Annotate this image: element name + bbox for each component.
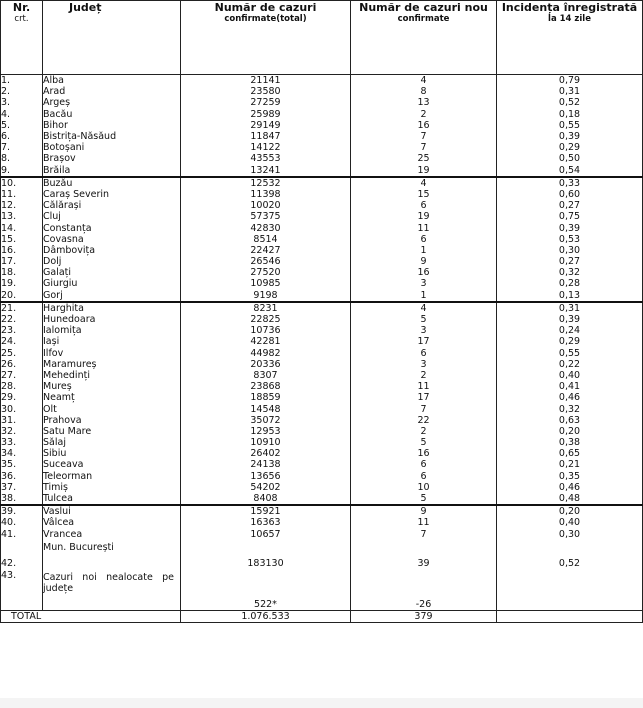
total-cases: 10910 (181, 437, 351, 448)
row-number: 22. (1, 314, 43, 325)
row-number: 10. (1, 177, 43, 189)
total-cases: 16363 (181, 517, 351, 528)
table-row (1, 517, 643, 528)
county-name: Teleorman (43, 471, 181, 482)
header-total-cases: Număr de cazuri confirmate(total) (181, 1, 351, 75)
county-name: Maramureș (43, 359, 181, 370)
table-row (1, 75, 643, 87)
table-row (1, 177, 643, 189)
county-name: Olt (43, 403, 181, 414)
new-cases: 16 (351, 120, 497, 131)
county-name: Arad (43, 86, 181, 97)
table-row (1, 529, 643, 540)
new-cases-sum: 379 (351, 610, 497, 622)
new-cases: 7 (351, 131, 497, 142)
new-cases: 5 (351, 493, 497, 505)
total-cases: 10736 (181, 325, 351, 336)
county-name: Giurgiu (43, 278, 181, 289)
new-cases: 3 (351, 325, 497, 336)
row-number: 8. (1, 153, 43, 164)
total-cases: 13241 (181, 165, 351, 177)
row-number: 34. (1, 448, 43, 459)
new-cases: 5 (351, 314, 497, 325)
table-row (1, 86, 643, 97)
county-name: Botoșani (43, 142, 181, 153)
county-name: Bihor (43, 120, 181, 131)
row-number: 35. (1, 459, 43, 470)
new-cases: 1 (351, 290, 497, 302)
total-cases: 10020 (181, 200, 351, 211)
table-row (1, 392, 643, 403)
row-number: 37. (1, 482, 43, 493)
new-cases: 16 (351, 448, 497, 459)
row-number: 17. (1, 256, 43, 267)
total-cases: 8231 (181, 302, 351, 314)
header-row (1, 1, 643, 75)
table-row (1, 314, 643, 325)
county-name: Prahova (43, 415, 181, 426)
total-cases: 11847 (181, 131, 351, 142)
new-cases: 5 (351, 437, 497, 448)
row-number: 11. (1, 189, 43, 200)
new-cases: -26 (351, 569, 497, 611)
total-cases: 22825 (181, 314, 351, 325)
incidence-14-days: 0,39 (497, 314, 643, 325)
county-name: Sibiu (43, 448, 181, 459)
incidence-14-days: 0,39 (497, 222, 643, 233)
incidence-14-days: 0,18 (497, 109, 643, 120)
county-name: Ilfov (43, 348, 181, 359)
county-name: Vâlcea (43, 517, 181, 528)
header-incidence: Incidența înregistrată la 14 zile (497, 1, 643, 75)
total-cases: 20336 (181, 359, 351, 370)
new-cases: 19 (351, 211, 497, 222)
row-number: 40. (1, 517, 43, 528)
table-row (1, 482, 643, 493)
table-row (1, 540, 643, 569)
county-name: Tulcea (43, 493, 181, 505)
table-row (1, 448, 643, 459)
county-name: Satu Mare (43, 426, 181, 437)
new-cases: 19 (351, 165, 497, 177)
total-cases: 18859 (181, 392, 351, 403)
header-new-cases: Număr de cazuri nou confirmate (351, 1, 497, 75)
total-cases: 44982 (181, 348, 351, 359)
incidence-14-days: 0,46 (497, 482, 643, 493)
incidence-14-days: 0,50 (497, 153, 643, 164)
county-name: Gorj (43, 290, 181, 302)
table-row (1, 348, 643, 359)
total-cases: 42281 (181, 336, 351, 347)
table-row (1, 290, 643, 302)
incidence-14-days: 0,54 (497, 165, 643, 177)
total-cases: 8307 (181, 370, 351, 381)
table-row (1, 426, 643, 437)
row-number: 25. (1, 348, 43, 359)
total-cases: 22427 (181, 245, 351, 256)
total-cases: 15921 (181, 505, 351, 517)
new-cases: 11 (351, 222, 497, 233)
row-number: 18. (1, 267, 43, 278)
total-cases: 8408 (181, 493, 351, 505)
incidence-14-days: 0,20 (497, 505, 643, 517)
total-cases: 21141 (181, 75, 351, 87)
table-row (1, 336, 643, 347)
row-number: 4. (1, 109, 43, 120)
row-number: 26. (1, 359, 43, 370)
incidence-14-days: 0,30 (497, 245, 643, 256)
new-cases: 3 (351, 359, 497, 370)
incidence-14-days: 0,65 (497, 448, 643, 459)
row-number: 13. (1, 211, 43, 222)
incidence-14-days: 0,32 (497, 403, 643, 414)
total-cases: 35072 (181, 415, 351, 426)
county-name: Suceava (43, 459, 181, 470)
total-cases: 27259 (181, 97, 351, 108)
header-county: Județ (43, 1, 181, 75)
table-row (1, 493, 643, 505)
total-label: TOTAL (1, 610, 43, 622)
row-number: 29. (1, 392, 43, 403)
new-cases: 22 (351, 415, 497, 426)
total-cases: 8514 (181, 234, 351, 245)
row-number: 39. (1, 505, 43, 517)
row-number: 21. (1, 302, 43, 314)
total-cases: 14548 (181, 403, 351, 414)
new-cases: 4 (351, 177, 497, 189)
county-name: Neamț (43, 392, 181, 403)
incidence-14-days: 0,31 (497, 86, 643, 97)
incidence-14-days: 0,38 (497, 437, 643, 448)
new-cases: 16 (351, 267, 497, 278)
row-number: 16. (1, 245, 43, 256)
new-cases: 6 (351, 348, 497, 359)
incidence-14-days: 0,33 (497, 177, 643, 189)
row-number: 38. (1, 493, 43, 505)
row-number: 3. (1, 97, 43, 108)
total-cases: 26402 (181, 448, 351, 459)
incidence-14-days: 0,63 (497, 415, 643, 426)
incidence-14-days: 0,31 (497, 302, 643, 314)
table-row (1, 131, 643, 142)
incidence-14-days: 0,27 (497, 256, 643, 267)
table-row (1, 403, 643, 414)
new-cases: 7 (351, 142, 497, 153)
row-number: 27. (1, 370, 43, 381)
county-name: Sălaj (43, 437, 181, 448)
table-row (1, 142, 643, 153)
incidence-14-days: 0,35 (497, 471, 643, 482)
row-number: 30. (1, 403, 43, 414)
total-cases-sum: 1.076.533 (181, 610, 351, 622)
table-row (1, 153, 643, 164)
new-cases: 7 (351, 529, 497, 540)
row-number: 1. (1, 75, 43, 87)
total-cases: 10657 (181, 529, 351, 540)
row-number: 23. (1, 325, 43, 336)
total-cases: 13656 (181, 471, 351, 482)
incidence-14-days: 0,22 (497, 359, 643, 370)
county-name: Galați (43, 267, 181, 278)
table-row (1, 120, 643, 131)
new-cases: 15 (351, 189, 497, 200)
incidence-14-days: 0,75 (497, 211, 643, 222)
new-cases: 11 (351, 381, 497, 392)
county-name: Mureș (43, 381, 181, 392)
county-name: Dâmbovița (43, 245, 181, 256)
new-cases: 25 (351, 153, 497, 164)
row-number: 42. (1, 540, 43, 569)
table-row (1, 359, 643, 370)
new-cases: 7 (351, 403, 497, 414)
incidence-sum-blank (497, 610, 643, 622)
table-row (1, 97, 643, 108)
new-cases: 10 (351, 482, 497, 493)
table-row (1, 381, 643, 392)
total-cases: 29149 (181, 120, 351, 131)
new-cases: 3 (351, 278, 497, 289)
row-number: 14. (1, 222, 43, 233)
table-row (1, 234, 643, 245)
table-row (1, 437, 643, 448)
total-cases: 522* (181, 569, 351, 611)
incidence-14-days: 0,13 (497, 290, 643, 302)
row-number: 15. (1, 234, 43, 245)
new-cases: 6 (351, 471, 497, 482)
row-number: 31. (1, 415, 43, 426)
table-row (1, 415, 643, 426)
row-number: 43. (1, 569, 43, 611)
county-name: Dolj (43, 256, 181, 267)
incidence-14-days: 0,24 (497, 325, 643, 336)
new-cases: 9 (351, 505, 497, 517)
table-row (1, 505, 643, 517)
incidence-14-days: 0,30 (497, 529, 643, 540)
total-cases: 42830 (181, 222, 351, 233)
row-number: 24. (1, 336, 43, 347)
incidence-14-days: 0,46 (497, 392, 643, 403)
county-name: Bacău (43, 109, 181, 120)
county-name: Caraș Severin (43, 189, 181, 200)
county-name: Călărași (43, 200, 181, 211)
incidence-14-days: 0,55 (497, 348, 643, 359)
new-cases: 17 (351, 392, 497, 403)
new-cases: 11 (351, 517, 497, 528)
unallocated-row (1, 569, 643, 611)
row-number: 9. (1, 165, 43, 177)
county-name: Vaslui (43, 505, 181, 517)
table-row (1, 109, 643, 120)
total-cases: 10985 (181, 278, 351, 289)
row-number: 7. (1, 142, 43, 153)
county-name: Brăila (43, 165, 181, 177)
new-cases: 8 (351, 86, 497, 97)
county-name: Bistrița-Năsăud (43, 131, 181, 142)
new-cases: 4 (351, 75, 497, 87)
county-name: Constanța (43, 222, 181, 233)
county-name: Hunedoara (43, 314, 181, 325)
county-name: Vrancea (43, 529, 181, 540)
new-cases: 2 (351, 370, 497, 381)
row-number: 32. (1, 426, 43, 437)
incidence-14-days: 0,28 (497, 278, 643, 289)
county-name: Brașov (43, 153, 181, 164)
table-row (1, 222, 643, 233)
total-cases: 9198 (181, 290, 351, 302)
new-cases: 9 (351, 256, 497, 267)
total-cases: 14122 (181, 142, 351, 153)
new-cases: 2 (351, 426, 497, 437)
incidence-14-days (497, 569, 643, 611)
row-number: 5. (1, 120, 43, 131)
incidence-14-days: 0,32 (497, 267, 643, 278)
incidence-14-days: 0,27 (497, 200, 643, 211)
county-name: Mun. București (43, 540, 181, 569)
incidence-14-days: 0,52 (497, 97, 643, 108)
row-number: 2. (1, 86, 43, 97)
new-cases: 6 (351, 459, 497, 470)
new-cases: 17 (351, 336, 497, 347)
total-cases: 23580 (181, 86, 351, 97)
table-row (1, 256, 643, 267)
table-row (1, 370, 643, 381)
row-number: 41. (1, 529, 43, 540)
new-cases: 39 (351, 540, 497, 569)
total-cases: 57375 (181, 211, 351, 222)
incidence-14-days: 0,60 (497, 189, 643, 200)
county-name: Iași (43, 336, 181, 347)
table-row (1, 471, 643, 482)
incidence-14-days: 0,41 (497, 381, 643, 392)
row-number: 33. (1, 437, 43, 448)
county-name: Ialomița (43, 325, 181, 336)
incidence-14-days: 0,21 (497, 459, 643, 470)
incidence-14-days: 0,40 (497, 370, 643, 381)
row-number: 28. (1, 381, 43, 392)
total-cases: 25989 (181, 109, 351, 120)
unallocated-label: Cazuri noi nealocate pe județe (43, 569, 181, 611)
table-row (1, 267, 643, 278)
incidence-14-days: 0,20 (497, 426, 643, 437)
total-cases: 23868 (181, 381, 351, 392)
county-name: Harghita (43, 302, 181, 314)
total-cases: 12953 (181, 426, 351, 437)
county-name: Buzău (43, 177, 181, 189)
table-row (1, 459, 643, 470)
new-cases: 2 (351, 109, 497, 120)
new-cases: 13 (351, 97, 497, 108)
table-row (1, 278, 643, 289)
row-number: 20. (1, 290, 43, 302)
new-cases: 1 (351, 245, 497, 256)
total-cases: 43553 (181, 153, 351, 164)
row-number: 36. (1, 471, 43, 482)
page-bottom-strip (0, 698, 643, 708)
incidence-14-days: 0,40 (497, 517, 643, 528)
total-blank (43, 610, 181, 622)
incidence-14-days: 0,79 (497, 75, 643, 87)
row-number: 19. (1, 278, 43, 289)
county-name: Mehedinți (43, 370, 181, 381)
incidence-14-days: 0,52 (497, 540, 643, 569)
total-cases: 11398 (181, 189, 351, 200)
table-row (1, 302, 643, 314)
incidence-14-days: 0,29 (497, 336, 643, 347)
total-cases: 183130 (181, 540, 351, 569)
header-nr: Nr. crt. (1, 1, 43, 75)
table-row (1, 211, 643, 222)
incidence-14-days: 0,29 (497, 142, 643, 153)
new-cases: 4 (351, 302, 497, 314)
new-cases: 6 (351, 200, 497, 211)
total-cases: 26546 (181, 256, 351, 267)
row-number: 12. (1, 200, 43, 211)
total-row (1, 610, 643, 622)
new-cases: 6 (351, 234, 497, 245)
total-cases: 12532 (181, 177, 351, 189)
table-row (1, 325, 643, 336)
county-name: Cluj (43, 211, 181, 222)
county-name: Covasna (43, 234, 181, 245)
table-row (1, 165, 643, 177)
total-cases: 27520 (181, 267, 351, 278)
total-cases: 24138 (181, 459, 351, 470)
incidence-14-days: 0,53 (497, 234, 643, 245)
county-name: Alba (43, 75, 181, 87)
incidence-14-days: 0,48 (497, 493, 643, 505)
total-cases: 54202 (181, 482, 351, 493)
county-name: Argeș (43, 97, 181, 108)
table-row (1, 200, 643, 211)
incidence-14-days: 0,55 (497, 120, 643, 131)
county-name: Timiș (43, 482, 181, 493)
row-number: 6. (1, 131, 43, 142)
table-row (1, 245, 643, 256)
table-row (1, 189, 643, 200)
incidence-14-days: 0,39 (497, 131, 643, 142)
